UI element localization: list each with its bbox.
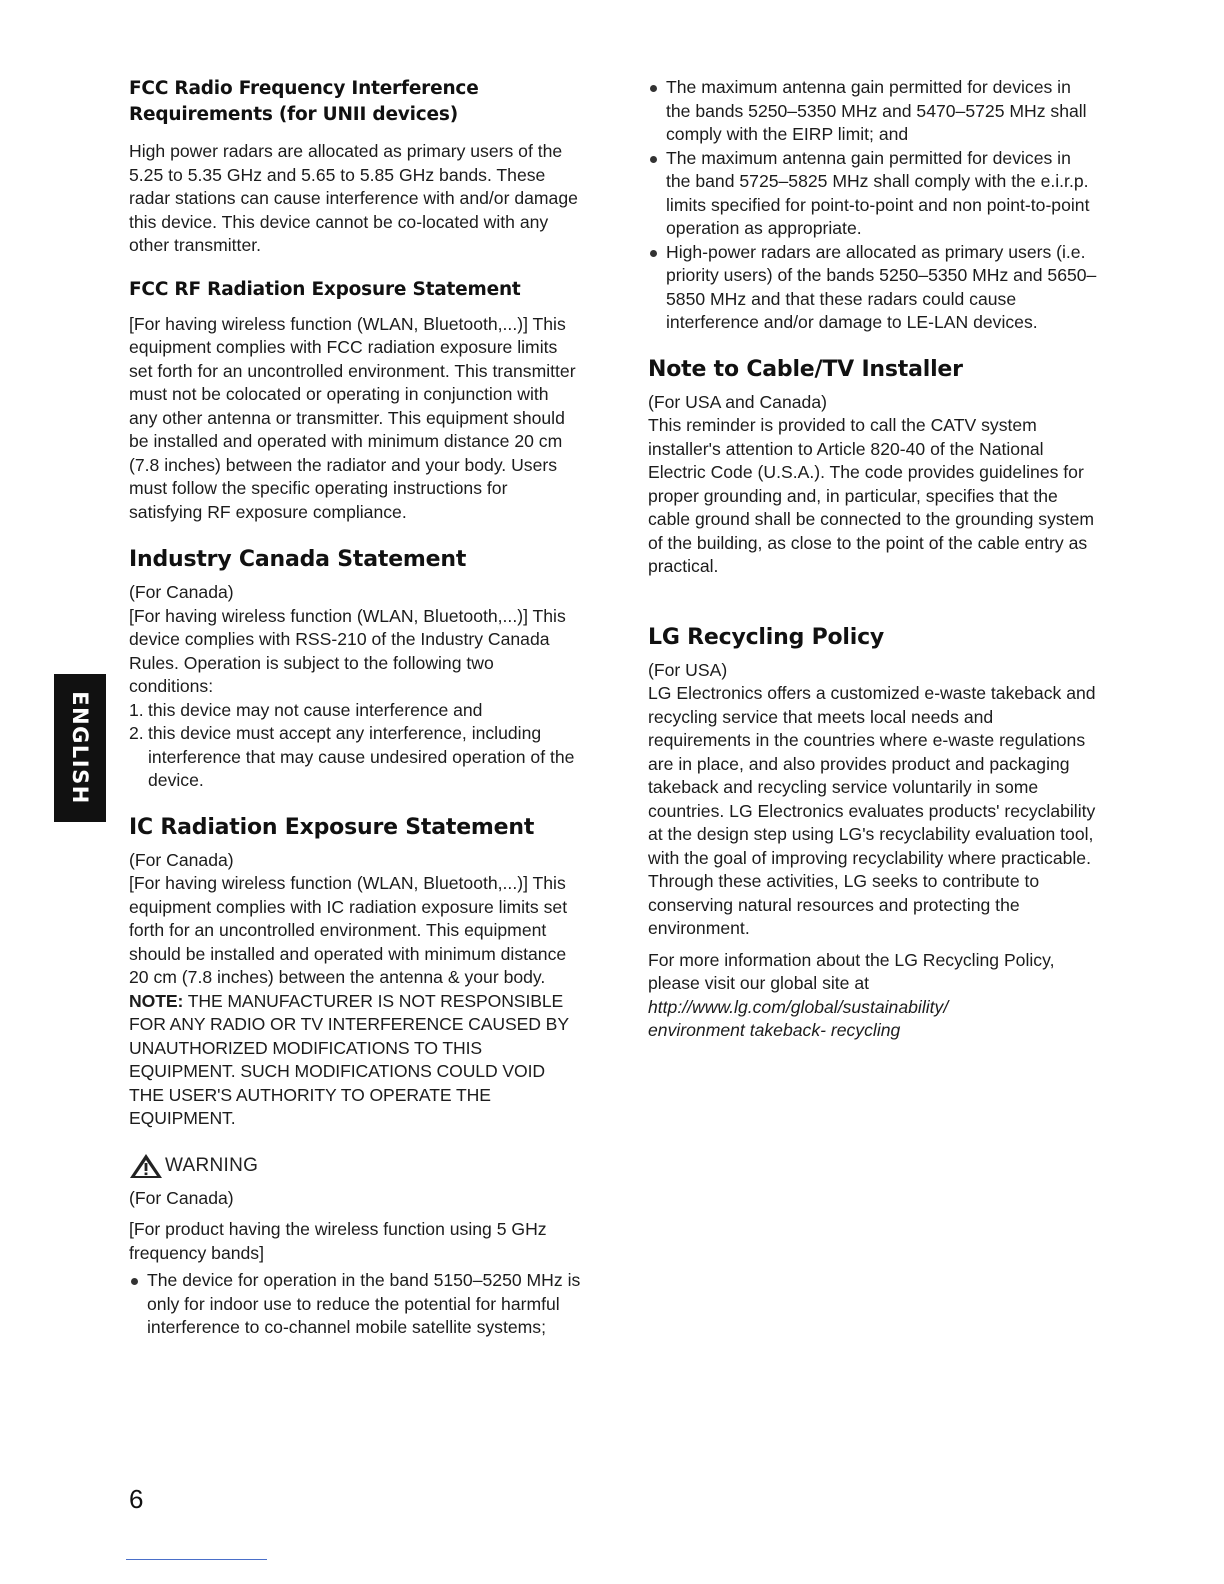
recycling-title: LG Recycling Policy [648, 624, 885, 650]
warning-intro: [For product having the wireless function using 5 GHz frequency bands] [129, 1219, 547, 1263]
recycling-section [648, 623, 1100, 1043]
list-item-text: High-power radars are allocated as primary users (i.e. priority users) of the bands 5250–5350 MHz and 5650–5850 MHz and that these radars could cause interference and/or damage to LE-LAN devices. [666, 241, 1097, 332]
list-item-text: The device for operation in the band 5150–5250 MHz is only for indoor use to reduce the potential for harmful interference to co-channel mobile satellite systems; [147, 1270, 581, 1337]
bottom-rule [126, 1559, 267, 1560]
ic-radiation-body: [For having wireless function (WLAN, Bluetooth,...)] This equipment complies with IC radiation exposure limits set forth for an uncontrolled environment. This equipment should be installed and operated with minimum distance 20 cm (7.8 inches) between the antenna & your body. [129, 873, 568, 987]
warning-label: WARNING [165, 1154, 259, 1176]
fcc-rfi-body: High power radars are allocated as primary users of the 5.25 to 5.35 GHz and 5.65 to 5.85 GHz bands. These radar stations can cause interference with and/or damage this device. This device cannot be co-located with any other transmitter. [129, 141, 578, 255]
bullet-icon [650, 156, 657, 163]
cable-installer-section [648, 355, 1100, 579]
bullet-icon [131, 1278, 138, 1285]
list-item [648, 76, 1100, 147]
language-side-tab [54, 674, 106, 822]
list-item [648, 241, 1100, 335]
recycling-url-line1[interactable]: http://www.lg.com/global/sustainability/ [648, 996, 949, 1017]
recycling-url[interactable] [648, 996, 1100, 1043]
left-column [129, 76, 581, 1340]
ic-radiation-note [129, 990, 581, 1131]
warning-heading [129, 1153, 581, 1179]
cable-installer-title: Note to Cable/TV Installer [648, 356, 963, 382]
recycling-for: (For USA) [648, 659, 728, 680]
list-item-text: this device must accept any interference, including interference that may cause undesired operation of the device. [148, 723, 575, 790]
fcc-rfi-title-line1: FCC Radio Frequency Interference [129, 78, 479, 99]
ic-radiation-title: IC Radiation Exposure Statement [129, 814, 535, 840]
fcc-rfi-section [129, 76, 581, 258]
cable-installer-body: This reminder is provided to call the CATV system installer's attention to Article 820-40 of the National Electric Code (U.S.A.). The code provides guidelines for proper grounding and, in particular, specifies that the cable ground shall be connected to the grounding system of the building, as close to the point of the cable entry as practical. [648, 415, 1095, 576]
page-number: 6 [129, 1484, 144, 1514]
note-label: NOTE: [129, 990, 184, 1011]
right-column [648, 76, 1100, 1043]
industry-canada-conditions [129, 699, 581, 793]
warning-bullets [129, 1269, 581, 1340]
fcc-rf-radiation-section [129, 277, 581, 525]
list-item-number: 1. [129, 699, 144, 720]
language-side-tab-label: ENGLISH [68, 691, 92, 805]
list-item-number: 2. [129, 723, 144, 743]
warning-for: (For Canada) [129, 1187, 234, 1208]
fcc-rfi-title-line2: Requirements (for UNII devices) [129, 104, 458, 125]
fcc-rfi-title [129, 76, 581, 128]
fcc-rf-radiation-body: [For having wireless function (WLAN, Bluetooth,...)] This equipment complies with FCC radiation exposure limits set forth for an uncontrolled environment. This transmitter must not be colocated or operating in conjunction with any other antenna or transmitter. This equipment should be installed and operated with minimum distance 20 cm (7.8 inches) between the radiator and your body. Users must follow the specific operating instructions for satisfying RF exposure compliance. [129, 313, 576, 522]
list-item-text: The maximum antenna gain permitted for devices in the band 5725–5825 MHz shall comply with the e.i.r.p. limits specified for point-to-point and non point-to-point operation as appropriate. [666, 147, 1090, 238]
cable-installer-for: (For USA and Canada) [648, 391, 827, 412]
note-text: THE MANUFACTURER IS NOT RESPONSIBLE FOR ANY RADIO OR TV INTERFERENCE CAUSED BY UNAUTHORIZED MODIFICATIONS TO THIS EQUIPMENT. SUCH MODIFICATIONS COULD VOID THE USER'S AUTHORITY TO OPERATE THE EQUIPMENT. [129, 990, 569, 1128]
bullet-icon [650, 85, 657, 92]
ic-radiation-section [129, 813, 581, 1131]
recycling-body: LG Electronics offers a customized e-waste takeback and recycling service that meets local needs and requirements in the countries where e-waste regulations are in place, and also provides product and packaging takeback and recycling service voluntarily in some countries. LG Electronics evaluates products' recyclability at the design step using LG's recyclability evaluation tool, with the goal of improving recyclability where practicable. Through these activities, LG seeks to contribute to conserving natural resources and protecting the environment. [648, 683, 1096, 938]
list-item [129, 699, 581, 723]
list-item-text: this device may not cause interference and [148, 699, 483, 720]
industry-canada-title: Industry Canada Statement [129, 547, 467, 572]
warning-triangle-icon [129, 1153, 163, 1179]
ic-radiation-for: (For Canada) [129, 849, 234, 870]
list-item [648, 147, 1100, 241]
bullet-icon [650, 250, 657, 257]
list-item [129, 1269, 581, 1340]
industry-canada-body: [For having wireless function (WLAN, Bluetooth,...)] This device complies with RSS-210 of the Industry Canada Rules. Operation is subject to the following two conditions: [129, 605, 566, 696]
recycling-url-line2[interactable]: environment takeback- recycling [648, 1020, 901, 1040]
fcc-rf-radiation-title: FCC RF Radiation Exposure Statement [129, 278, 521, 300]
industry-canada-section [129, 545, 581, 793]
recycling-more-info: For more information about the LG Recycling Policy, please visit our global site at [648, 949, 1055, 993]
warning-bullets-continued [648, 76, 1100, 335]
industry-canada-for: (For Canada) [129, 582, 234, 602]
list-item [129, 722, 581, 793]
warning-section [129, 1153, 581, 1340]
list-item-text: The maximum antenna gain permitted for devices in the bands 5250–5350 MHz and 5470–5725 MHz shall comply with the EIRP limit; and [666, 77, 1087, 144]
